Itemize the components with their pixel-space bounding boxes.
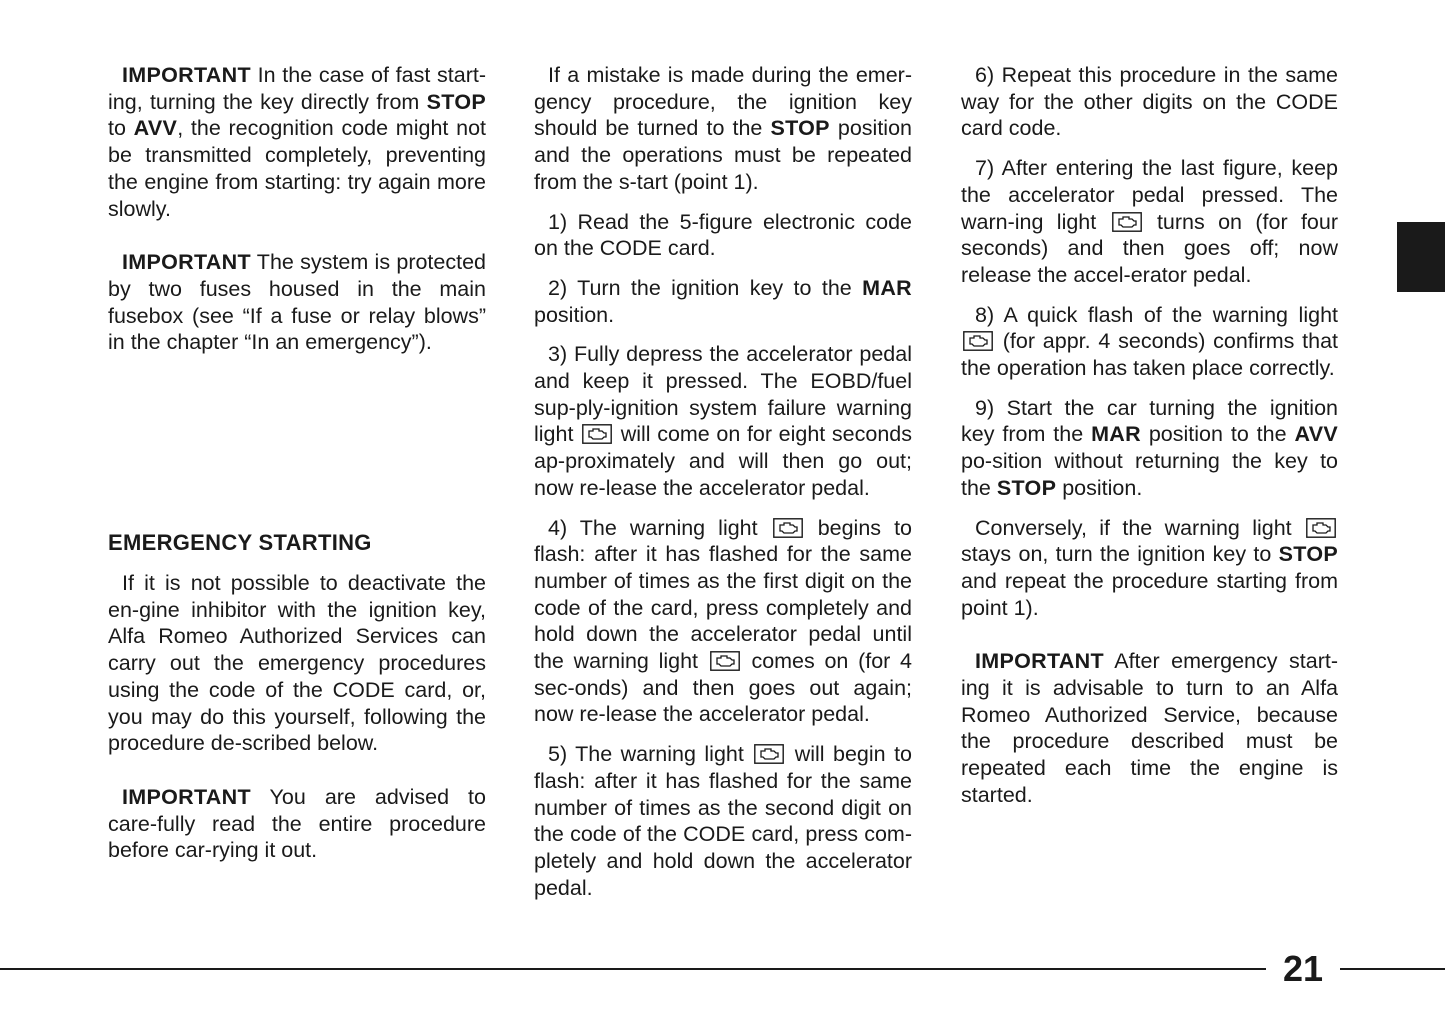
page-number: 21 [1282,948,1324,989]
important-note-fast-starting: IMPORTANT In the case of fast start-ing, turning the key directly from STOP to AVV, the recognition code might not be transmitted completely, preventing the engine from starting: try again more slowly. [108,63,486,221]
step-9: 9) Start the car turning the ignition key from the MAR position to the AVV po-sition without returning the key to the STOP position. [961,395,1338,500]
important-note-read-procedure: IMPORTANT You are advised to care-fully read the entire procedure before car-rying it out. [108,784,486,863]
column-left [108,62,486,369]
step-7: 7) After entering the last figure, keep the accelerator pedal pressed. The warn-ing light turns on (for four seconds) and then goes off; now release the accel-erator pedal. [961,156,1338,287]
engine-warning-icon [582,424,612,444]
important-note-after-emergency: IMPORTANT After emergency start-ing it is advisable to turn to an Alfa Romeo Authorized Service, because the procedure described must be repeated each time the engine is started. [961,649,1338,807]
footer-rule-left [0,968,1266,970]
conversely-paragraph: Conversely, if the warning light stays on, turn the ignition key to STOP and repeat the procedure starting from point 1). [961,515,1338,620]
footer-rule-right [1340,968,1445,970]
step-5: 5) The warning light will begin to flash: after it has flashed for the same number of times as the second digit on the code of the CODE card, press com-pletely and hold down the accelerator pedal. [534,742,912,900]
column-middle [534,62,912,914]
step-2: 2) Turn the ignition key to the MAR position. [534,275,912,327]
key-position-mar: MAR [1091,422,1141,447]
key-position-stop: STOP [426,89,486,114]
key-position-stop: STOP [770,116,830,141]
emergency-intro-paragraph: If it is not possible to deactivate the en-gine inhibitor with the ignition key, Alfa Romeo Authorized Services can carry out the emergency procedures using the code of the CODE card, or, you may do this yourself, following the procedure de-scribed below. [108,571,486,756]
engine-warning-icon [710,651,740,671]
step-1: 1) Read the 5-figure electronic code on the CODE card. [534,209,912,261]
engine-warning-icon [1306,518,1336,538]
engine-warning-icon [963,331,993,351]
step-6: 6) Repeat this procedure in the same way for the other digits on the CODE card code. [961,63,1338,141]
column-right [961,62,1338,822]
important-label: IMPORTANT [122,63,251,87]
engine-warning-icon [773,518,803,538]
engine-warning-icon [1112,212,1142,232]
key-position-stop: STOP [996,475,1057,500]
important-label: IMPORTANT [122,250,251,275]
section-tab-marker [1397,222,1445,292]
section-heading: EMERGENCY STARTING [108,530,372,555]
key-position-mar: MAR [862,275,912,300]
key-position-avv: AVV [1294,422,1338,447]
step-8: 8) A quick flash of the warning light (for appr. 4 seconds) confirms that the operation has taken place correctly. [961,302,1338,381]
step-3: 3) Fully depress the accelerator pedal and keep it pressed. The EOBD/fuel sup-ply-ignition system failure warning light will come on for eight seconds ap-proximately and will then go out; now re-lease the accelerator pedal. [534,342,912,500]
mistake-paragraph: If a mistake is made during the emer-gency procedure, the ignition key should be turned to the STOP position and the operations must be repeated from the s-tart (point 1). [534,63,912,194]
step-4: 4) The warning light begins to flash: after it has flashed for the same number of times as the first digit on the code of the card, press completely and hold down the accelerator pedal until the warning light comes on (for 4 sec-onds) and then goes out again; now re-lease the accelerator pedal. [534,515,913,727]
key-position-stop: STOP [1278,542,1338,567]
important-label: IMPORTANT [975,649,1104,674]
key-position-avv: AVV [133,116,178,141]
column-left-lower [108,570,486,877]
important-label: IMPORTANT [122,784,251,809]
engine-warning-icon [754,744,784,764]
important-note-fuses: IMPORTANT The system is protected by two fuses housed in the main fusebox (see “If a fuse or relay blows” in the chapter “In an emergency”). [108,250,486,355]
